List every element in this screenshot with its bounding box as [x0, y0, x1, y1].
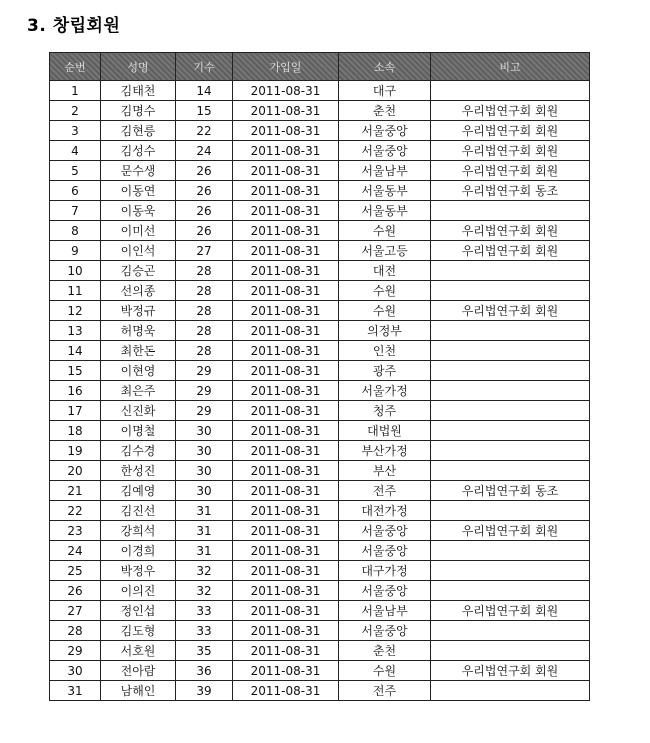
cell-class: 28: [176, 341, 233, 361]
cell-number: 21: [50, 481, 101, 501]
cell-note: 우리법연구회 회원: [431, 301, 590, 321]
cell-note: 우리법연구회 회원: [431, 101, 590, 121]
header-name: 성명: [101, 53, 176, 81]
cell-affiliation: 청주: [339, 401, 431, 421]
cell-join-date: 2011-08-31: [233, 81, 339, 101]
cell-note: 우리법연구회 회원: [431, 241, 590, 261]
cell-note: [431, 441, 590, 461]
cell-class: 30: [176, 441, 233, 461]
cell-affiliation: 대전가정: [339, 501, 431, 521]
cell-join-date: 2011-08-31: [233, 381, 339, 401]
cell-join-date: 2011-08-31: [233, 241, 339, 261]
header-affiliation: 소속: [339, 53, 431, 81]
cell-name: 김수경: [101, 441, 176, 461]
cell-name: 이명철: [101, 421, 176, 441]
cell-join-date: 2011-08-31: [233, 221, 339, 241]
cell-name: 문수생: [101, 161, 176, 181]
cell-join-date: 2011-08-31: [233, 181, 339, 201]
cell-number: 30: [50, 661, 101, 681]
cell-class: 28: [176, 301, 233, 321]
table-row: [50, 221, 590, 241]
cell-affiliation: 수원: [339, 281, 431, 301]
header-join-date: 가입일: [233, 53, 339, 81]
cell-join-date: 2011-08-31: [233, 461, 339, 481]
cell-number: 23: [50, 521, 101, 541]
table-row: [50, 341, 590, 361]
cell-join-date: 2011-08-31: [233, 201, 339, 221]
table-row: [50, 481, 590, 501]
cell-join-date: 2011-08-31: [233, 441, 339, 461]
cell-class: 29: [176, 361, 233, 381]
table-row: [50, 321, 590, 341]
cell-join-date: 2011-08-31: [233, 521, 339, 541]
cell-name: 김성수: [101, 141, 176, 161]
cell-note: [431, 81, 590, 101]
table-row: [50, 541, 590, 561]
cell-class: 35: [176, 641, 233, 661]
cell-affiliation: 춘천: [339, 641, 431, 661]
cell-note: 우리법연구회 회원: [431, 121, 590, 141]
cell-note: [431, 681, 590, 701]
table-body: [50, 81, 590, 701]
table-row: [50, 141, 590, 161]
cell-join-date: 2011-08-31: [233, 601, 339, 621]
cell-class: 28: [176, 281, 233, 301]
table-row: [50, 361, 590, 381]
cell-affiliation: 대전: [339, 261, 431, 281]
table-row: [50, 281, 590, 301]
cell-name: 허명욱: [101, 321, 176, 341]
cell-name: 최한돈: [101, 341, 176, 361]
cell-affiliation: 전주: [339, 681, 431, 701]
table-row: [50, 461, 590, 481]
cell-affiliation: 서울중앙: [339, 141, 431, 161]
table-row: [50, 601, 590, 621]
cell-affiliation: 서울중앙: [339, 121, 431, 141]
cell-class: 39: [176, 681, 233, 701]
cell-name: 전아람: [101, 661, 176, 681]
table-row: [50, 301, 590, 321]
cell-note: 우리법연구회 회원: [431, 601, 590, 621]
table-row: [50, 261, 590, 281]
cell-number: 17: [50, 401, 101, 421]
table-row: [50, 441, 590, 461]
cell-note: 우리법연구회 회원: [431, 141, 590, 161]
cell-number: 2: [50, 101, 101, 121]
cell-note: [431, 201, 590, 221]
cell-join-date: 2011-08-31: [233, 541, 339, 561]
cell-class: 26: [176, 161, 233, 181]
cell-number: 6: [50, 181, 101, 201]
cell-class: 30: [176, 421, 233, 441]
cell-affiliation: 수원: [339, 301, 431, 321]
table-row: [50, 81, 590, 101]
cell-class: 27: [176, 241, 233, 261]
cell-class: 31: [176, 521, 233, 541]
cell-affiliation: 서울중앙: [339, 621, 431, 641]
cell-note: [431, 641, 590, 661]
header-number: 순번: [50, 53, 101, 81]
founding-members-table: [49, 52, 590, 701]
cell-affiliation: 서울동부: [339, 201, 431, 221]
table-row: [50, 581, 590, 601]
table-row: [50, 621, 590, 641]
cell-join-date: 2011-08-31: [233, 581, 339, 601]
cell-affiliation: 인천: [339, 341, 431, 361]
cell-name: 김태천: [101, 81, 176, 101]
cell-name: 신진화: [101, 401, 176, 421]
cell-number: 20: [50, 461, 101, 481]
cell-class: 32: [176, 581, 233, 601]
table-row: [50, 381, 590, 401]
cell-note: [431, 381, 590, 401]
cell-class: 22: [176, 121, 233, 141]
cell-note: [431, 281, 590, 301]
cell-note: 우리법연구회 회원: [431, 661, 590, 681]
cell-affiliation: 부산: [339, 461, 431, 481]
cell-join-date: 2011-08-31: [233, 621, 339, 641]
cell-join-date: 2011-08-31: [233, 661, 339, 681]
cell-number: 1: [50, 81, 101, 101]
cell-class: 28: [176, 261, 233, 281]
cell-note: [431, 541, 590, 561]
cell-join-date: 2011-08-31: [233, 281, 339, 301]
cell-class: 26: [176, 181, 233, 201]
table-row: [50, 161, 590, 181]
cell-affiliation: 서울고등: [339, 241, 431, 261]
cell-name: 이의진: [101, 581, 176, 601]
cell-number: 13: [50, 321, 101, 341]
cell-join-date: 2011-08-31: [233, 161, 339, 181]
table-row: [50, 401, 590, 421]
table-row: [50, 241, 590, 261]
cell-affiliation: 부산가정: [339, 441, 431, 461]
header-class: 기수: [176, 53, 233, 81]
cell-name: 이현영: [101, 361, 176, 381]
cell-note: 우리법연구회 회원: [431, 221, 590, 241]
cell-number: 26: [50, 581, 101, 601]
table-row: [50, 641, 590, 661]
cell-note: [431, 501, 590, 521]
cell-note: 우리법연구회 회원: [431, 521, 590, 541]
cell-affiliation: 전주: [339, 481, 431, 501]
cell-note: 우리법연구회 동조: [431, 481, 590, 501]
table-row: [50, 121, 590, 141]
cell-number: 16: [50, 381, 101, 401]
cell-number: 31: [50, 681, 101, 701]
cell-note: 우리법연구회 회원: [431, 161, 590, 181]
cell-name: 김도형: [101, 621, 176, 641]
cell-note: [431, 341, 590, 361]
cell-name: 강희석: [101, 521, 176, 541]
cell-join-date: 2011-08-31: [233, 341, 339, 361]
cell-join-date: 2011-08-31: [233, 321, 339, 341]
cell-number: 10: [50, 261, 101, 281]
cell-join-date: 2011-08-31: [233, 141, 339, 161]
cell-affiliation: 서울남부: [339, 601, 431, 621]
cell-number: 11: [50, 281, 101, 301]
cell-name: 최은주: [101, 381, 176, 401]
cell-affiliation: 수원: [339, 661, 431, 681]
cell-name: 김승곤: [101, 261, 176, 281]
cell-affiliation: 광주: [339, 361, 431, 381]
cell-class: 36: [176, 661, 233, 681]
cell-join-date: 2011-08-31: [233, 301, 339, 321]
cell-number: 5: [50, 161, 101, 181]
cell-class: 24: [176, 141, 233, 161]
cell-note: [431, 321, 590, 341]
cell-number: 14: [50, 341, 101, 361]
cell-class: 32: [176, 561, 233, 581]
cell-note: [431, 461, 590, 481]
cell-join-date: 2011-08-31: [233, 641, 339, 661]
cell-join-date: 2011-08-31: [233, 481, 339, 501]
cell-class: 29: [176, 401, 233, 421]
cell-affiliation: 서울중앙: [339, 521, 431, 541]
cell-join-date: 2011-08-31: [233, 101, 339, 121]
cell-number: 19: [50, 441, 101, 461]
cell-name: 서호원: [101, 641, 176, 661]
cell-affiliation: 대구가정: [339, 561, 431, 581]
table-row: [50, 521, 590, 541]
cell-name: 남해인: [101, 681, 176, 701]
cell-affiliation: 서울중앙: [339, 541, 431, 561]
cell-number: 18: [50, 421, 101, 441]
cell-affiliation: 의정부: [339, 321, 431, 341]
cell-number: 29: [50, 641, 101, 661]
cell-note: [431, 561, 590, 581]
cell-note: [431, 361, 590, 381]
cell-class: 31: [176, 501, 233, 521]
cell-name: 이미선: [101, 221, 176, 241]
cell-name: 김예영: [101, 481, 176, 501]
cell-number: 25: [50, 561, 101, 581]
cell-number: 8: [50, 221, 101, 241]
cell-name: 김진선: [101, 501, 176, 521]
cell-join-date: 2011-08-31: [233, 421, 339, 441]
cell-number: 3: [50, 121, 101, 141]
cell-note: [431, 261, 590, 281]
cell-affiliation: 서울동부: [339, 181, 431, 201]
cell-affiliation: 춘천: [339, 101, 431, 121]
cell-affiliation: 서울중앙: [339, 581, 431, 601]
cell-name: 이동연: [101, 181, 176, 201]
cell-note: [431, 421, 590, 441]
cell-number: 15: [50, 361, 101, 381]
cell-name: 정인섭: [101, 601, 176, 621]
cell-name: 이인석: [101, 241, 176, 261]
cell-class: 31: [176, 541, 233, 561]
cell-affiliation: 대법원: [339, 421, 431, 441]
cell-name: 선의종: [101, 281, 176, 301]
cell-join-date: 2011-08-31: [233, 121, 339, 141]
table-row: [50, 421, 590, 441]
cell-join-date: 2011-08-31: [233, 261, 339, 281]
cell-number: 24: [50, 541, 101, 561]
cell-name: 이동욱: [101, 201, 176, 221]
cell-number: 28: [50, 621, 101, 641]
cell-class: 26: [176, 201, 233, 221]
table-row: [50, 561, 590, 581]
cell-join-date: 2011-08-31: [233, 561, 339, 581]
cell-number: 12: [50, 301, 101, 321]
cell-class: 33: [176, 601, 233, 621]
cell-name: 김현릉: [101, 121, 176, 141]
cell-class: 14: [176, 81, 233, 101]
cell-class: 26: [176, 221, 233, 241]
cell-affiliation: 대구: [339, 81, 431, 101]
header-note: 비고: [431, 53, 590, 81]
cell-join-date: 2011-08-31: [233, 361, 339, 381]
section-title: 3. 창립회원: [27, 16, 121, 36]
cell-name: 박정규: [101, 301, 176, 321]
cell-note: [431, 401, 590, 421]
cell-name: 박정우: [101, 561, 176, 581]
table-row: [50, 501, 590, 521]
cell-number: 4: [50, 141, 101, 161]
cell-name: 이경희: [101, 541, 176, 561]
cell-class: 15: [176, 101, 233, 121]
cell-name: 김명수: [101, 101, 176, 121]
cell-note: [431, 621, 590, 641]
cell-class: 30: [176, 481, 233, 501]
table-row: [50, 101, 590, 121]
cell-number: 27: [50, 601, 101, 621]
cell-number: 22: [50, 501, 101, 521]
cell-number: 7: [50, 201, 101, 221]
table-header-row: [50, 53, 590, 81]
table-row: [50, 181, 590, 201]
cell-affiliation: 서울남부: [339, 161, 431, 181]
cell-note: 우리법연구회 동조: [431, 181, 590, 201]
cell-join-date: 2011-08-31: [233, 401, 339, 421]
cell-name: 한성진: [101, 461, 176, 481]
table-row: [50, 661, 590, 681]
cell-join-date: 2011-08-31: [233, 681, 339, 701]
cell-affiliation: 서울가정: [339, 381, 431, 401]
cell-class: 29: [176, 381, 233, 401]
cell-join-date: 2011-08-31: [233, 501, 339, 521]
cell-class: 30: [176, 461, 233, 481]
cell-class: 33: [176, 621, 233, 641]
table-row: [50, 201, 590, 221]
table-row: [50, 681, 590, 701]
cell-number: 9: [50, 241, 101, 261]
cell-class: 28: [176, 321, 233, 341]
cell-affiliation: 수원: [339, 221, 431, 241]
cell-note: [431, 581, 590, 601]
